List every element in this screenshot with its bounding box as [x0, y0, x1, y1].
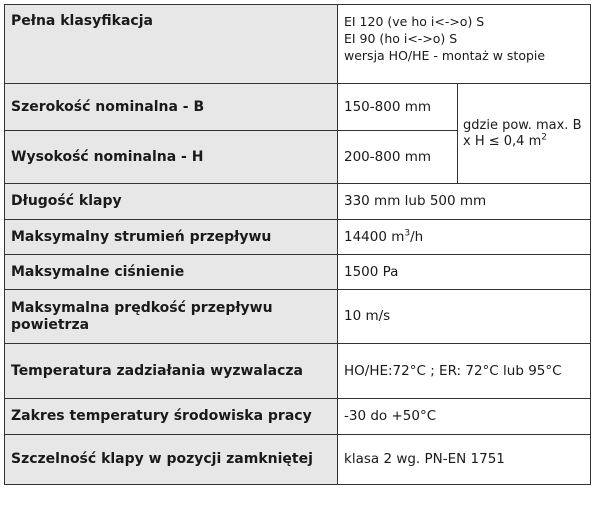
- table-row: [5, 5, 591, 84]
- height-label: Wysokość nominalna - H: [5, 131, 338, 184]
- env-temp-value: -30 do +50°C: [338, 399, 591, 435]
- classification-value: [338, 5, 591, 84]
- speed-value: 10 m/s: [338, 290, 591, 344]
- width-value: 150-800 mm: [338, 84, 458, 131]
- flow-value-suffix: /h: [410, 228, 424, 245]
- tightness-value: klasa 2 wg. PN-EN 1751: [338, 435, 591, 485]
- trigger-temp-label: Temperatura zadziałania wyzwalacza: [5, 344, 338, 399]
- tightness-label: Szczelność klapy w pozycji zamkniętej: [5, 435, 338, 485]
- classification-line: wersja HO/HE - montaż w stopie: [344, 48, 546, 63]
- table-row: [5, 220, 591, 255]
- classification-line: EI 90 (ho i<->o) S: [344, 31, 458, 46]
- size-note: [458, 84, 591, 184]
- table-row: [5, 290, 591, 344]
- flow-label: Maksymalny strumień przepływu: [5, 220, 338, 255]
- size-note-unit: m: [528, 133, 542, 149]
- speed-label: Maksymalna prędkość przepływu powietrza: [5, 290, 338, 344]
- height-value: 200-800 mm: [338, 131, 458, 184]
- flow-value-sup: 3: [404, 228, 411, 238]
- env-temp-label: Zakres temperatury środowiska pracy: [5, 399, 338, 435]
- size-note-text: gdzie pow. max. B x H ≤ 0,4: [463, 117, 582, 149]
- pressure-value: 1500 Pa: [338, 255, 591, 290]
- flow-value: [338, 220, 591, 255]
- table-row: [5, 435, 591, 485]
- size-note-unit-sup: 2: [541, 132, 547, 143]
- flow-value-number: 14400 m: [344, 228, 405, 245]
- table-row: [5, 344, 591, 399]
- length-label: Długość klapy: [5, 184, 338, 220]
- table-row: [5, 399, 591, 435]
- classification-label: Pełna klasyfikacja: [5, 5, 338, 84]
- classification-line: EI 120 (ve ho i<->o) S: [344, 14, 485, 29]
- specification-table: [4, 4, 591, 485]
- pressure-label: Maksymalne ciśnienie: [5, 255, 338, 290]
- length-value: 330 mm lub 500 mm: [338, 184, 591, 220]
- table-row: [5, 255, 591, 290]
- table-row: [5, 184, 591, 220]
- trigger-temp-value: HO/HE:72°C ; ER: 72°C lub 95°C: [338, 344, 591, 399]
- width-label: Szerokość nominalna - B: [5, 84, 338, 131]
- table-row: [5, 84, 591, 131]
